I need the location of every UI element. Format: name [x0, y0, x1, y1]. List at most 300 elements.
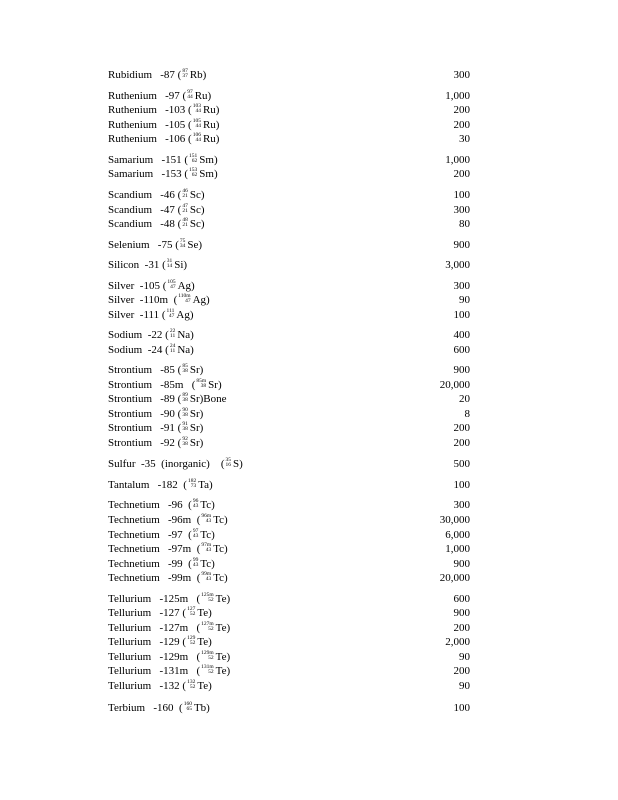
isotope-name: Tellurium -125m ( [108, 593, 201, 605]
mass-number: 92 [182, 435, 188, 442]
table-row [108, 363, 470, 377]
table-row [108, 478, 470, 492]
mass-number: 129m [201, 649, 214, 656]
element-symbol: Se) [187, 239, 203, 251]
mass-number: 75 [179, 237, 186, 244]
table-row [108, 571, 470, 585]
nuclide-notation [196, 379, 206, 390]
atomic-number: 34 [179, 243, 186, 250]
table-row [108, 679, 470, 693]
mass-number: 22 [169, 327, 176, 334]
isotope-name: Silver -105 ( [108, 280, 167, 292]
limit-value: 1,000 [445, 90, 470, 102]
element-symbol: Tb) [193, 702, 210, 714]
nuclide-notation [182, 422, 188, 433]
atomic-number: 43 [192, 533, 199, 540]
isotope-label [108, 457, 243, 471]
mass-number: 127 [187, 605, 196, 612]
table-row [108, 89, 470, 103]
mass-number: 87 [182, 67, 188, 74]
atomic-number: 44 [195, 108, 201, 115]
element-symbol: Si) [174, 259, 188, 271]
isotope-name: Ruthenium -105 ( [108, 119, 192, 131]
element-symbol: Ag) [177, 280, 195, 292]
mass-number: 89 [182, 391, 188, 398]
limit-value: 8 [464, 408, 470, 420]
mass-number: 85 [182, 362, 188, 369]
isotope-label [108, 89, 211, 103]
isotope-label [108, 664, 230, 678]
isotope-label [108, 436, 203, 450]
element-symbol: Ta) [198, 479, 213, 491]
limit-value: 900 [453, 558, 470, 570]
table-row [108, 279, 470, 293]
isotope-label [108, 103, 219, 117]
element-symbol: Tc) [200, 529, 215, 541]
isotope-name: Tellurium -131m ( [108, 665, 201, 677]
nuclide-notation [182, 204, 188, 215]
mass-number: 151 [189, 152, 198, 159]
element-symbol: Te) [197, 636, 212, 648]
isotope-label [108, 378, 222, 392]
isotope-name: Scandium -47 ( [108, 204, 182, 216]
isotope-name: Strontium -89 ( [108, 393, 182, 405]
table-row [108, 343, 470, 357]
nuclide-notation [201, 543, 211, 554]
element-symbol: Ru) [202, 119, 220, 131]
atomic-number: 47 [170, 284, 176, 291]
isotope-name: Strontium -90 ( [108, 408, 182, 420]
nuclide-notation [188, 479, 196, 490]
table-row [108, 407, 470, 421]
atomic-number: 44 [195, 123, 201, 130]
mass-number: 160 [183, 700, 192, 707]
limit-value: 200 [453, 104, 470, 116]
isotope-label [108, 363, 203, 377]
nuclide-notation [182, 408, 188, 419]
mass-number: 48 [182, 216, 188, 223]
mass-number: 105 [192, 117, 201, 124]
mass-number: 182 [187, 477, 197, 484]
limit-value: 6,000 [445, 529, 470, 541]
element-symbol: Sm) [199, 168, 218, 180]
table-row [108, 153, 470, 167]
atomic-number: 38 [182, 397, 188, 404]
mass-number: 127m [201, 620, 214, 627]
limit-value: 200 [453, 437, 470, 449]
isotope-label [108, 606, 212, 620]
nuclide-notation [187, 636, 195, 647]
atomic-number: 37 [182, 73, 188, 80]
isotope-name: Technetium -96 ( [108, 499, 192, 511]
atomic-number: 38 [182, 412, 188, 419]
isotope-name: Scandium -48 ( [108, 218, 182, 230]
mass-number: 111 [166, 307, 175, 314]
isotope-label [108, 528, 215, 542]
nuclide-notation [189, 168, 197, 179]
isotope-label [108, 217, 205, 231]
table-row [108, 392, 470, 406]
table-row [108, 635, 470, 649]
table-row [108, 542, 470, 556]
nuclide-notation [170, 344, 176, 355]
nuclide-notation [167, 280, 175, 291]
nuclide-notation [182, 218, 188, 229]
table-row [108, 457, 470, 471]
limit-value: 900 [453, 239, 470, 251]
element-symbol: Rb) [189, 69, 207, 81]
nuclide-notation [193, 104, 201, 115]
mass-number: 131m [201, 663, 214, 670]
isotope-name: Tellurium -127m ( [108, 622, 201, 634]
limit-value: 20 [459, 393, 470, 405]
isotope-name: Rubidium -87 ( [108, 69, 182, 81]
table-row [108, 621, 470, 635]
isotope-name: Silicon -31 ( [108, 259, 166, 271]
table-row [108, 203, 470, 217]
table-row [108, 293, 470, 307]
isotope-name: Tellurium -132 ( [108, 680, 187, 692]
isotope-label [108, 188, 205, 202]
limit-value: 100 [453, 479, 470, 491]
isotope-name: Samarium -153 ( [108, 168, 189, 180]
atomic-number: 62 [191, 158, 198, 165]
isotope-label [108, 308, 194, 322]
element-symbol: Ru) [202, 104, 220, 116]
table-row [108, 436, 470, 450]
isotope-name: Terbium -160 ( [108, 702, 183, 714]
nuclide-notation [193, 499, 199, 510]
limit-value: 600 [453, 593, 470, 605]
isotope-name: Technetium -97m ( [108, 543, 201, 555]
nuclide-notation [167, 259, 173, 270]
isotope-label [108, 679, 212, 693]
isotope-label [108, 238, 202, 252]
limit-value: 1,000 [445, 543, 470, 555]
isotope-name: Technetium -99m ( [108, 572, 201, 584]
limit-value: 30 [459, 133, 470, 145]
element-symbol: Tc) [213, 543, 228, 555]
limit-value: 300 [453, 280, 470, 292]
element-symbol: Na) [177, 344, 194, 356]
limit-value: 100 [453, 189, 470, 201]
mass-number: 110m [178, 292, 191, 299]
isotope-label [108, 203, 205, 217]
limit-value: 900 [453, 364, 470, 376]
atomic-number: 52 [208, 655, 214, 662]
table-row [108, 132, 470, 146]
isotope-label [108, 650, 230, 664]
mass-number: 105 [167, 278, 176, 285]
limit-value: 100 [453, 309, 470, 321]
isotope-label [108, 132, 219, 146]
nuclide-notation [187, 680, 195, 691]
table-row [108, 606, 470, 620]
element-symbol: Sc) [189, 218, 205, 230]
table-row [108, 528, 470, 542]
nuclide-notation [182, 393, 188, 404]
nuclide-notation [184, 702, 192, 713]
isotope-label [108, 621, 230, 635]
element-symbol: Sr) [189, 364, 204, 376]
nuclide-notation [193, 119, 201, 130]
nuclide-notation [189, 154, 197, 165]
table-row [108, 188, 470, 202]
atomic-number: 43 [205, 576, 212, 583]
limit-value: 20,000 [439, 379, 470, 391]
element-symbol: Ag) [192, 294, 210, 306]
isotope-name: Strontium -85 ( [108, 364, 182, 376]
limit-value: 200 [453, 622, 470, 634]
mass-number: 129 [187, 634, 196, 641]
atomic-number: 38 [182, 368, 188, 375]
mass-number: 106 [192, 131, 201, 138]
mass-number: 97 [187, 88, 193, 95]
atomic-number: 43 [205, 518, 212, 525]
isotope-name: Ruthenium -103 ( [108, 104, 192, 116]
isotope-label [108, 328, 194, 342]
isotope-label [108, 635, 212, 649]
isotope-name: Strontium -92 ( [108, 437, 182, 449]
mass-number: 99m [201, 570, 212, 577]
limit-value: 2,000 [445, 636, 470, 648]
limit-value: 400 [453, 329, 470, 341]
element-symbol: Ag) [176, 309, 194, 321]
isotope-label [108, 513, 228, 527]
atomic-number: 65 [186, 706, 192, 713]
table-row [108, 664, 470, 678]
element-symbol: Sr) [189, 437, 204, 449]
nuclide-notation [167, 309, 175, 320]
mass-number: 46 [182, 187, 188, 194]
atomic-number: 44 [195, 137, 201, 144]
atomic-number: 43 [205, 547, 212, 554]
nuclide-notation [182, 69, 188, 80]
element-symbol: Tc) [200, 558, 215, 570]
table-row [108, 421, 470, 435]
limit-value: 90 [459, 294, 470, 306]
limit-value: 1,000 [445, 154, 470, 166]
mass-number: 96 [192, 497, 199, 504]
element-symbol: S) [233, 458, 243, 470]
isotope-label [108, 258, 187, 272]
atomic-number: 47 [168, 313, 175, 320]
atomic-number: 44 [187, 94, 193, 101]
atomic-number: 43 [192, 503, 199, 510]
limit-value: 200 [453, 665, 470, 677]
nuclide-notation [187, 90, 193, 101]
element-symbol: Sr) [208, 379, 222, 391]
nuclide-notation [201, 665, 214, 676]
table-row [108, 118, 470, 132]
table-row [108, 592, 470, 606]
limit-value: 300 [453, 499, 470, 511]
mass-number: 90 [182, 406, 188, 413]
table-row [108, 513, 470, 527]
isotope-name: Technetium -99 ( [108, 558, 192, 570]
atomic-number: 11 [170, 348, 176, 355]
mass-number: 91 [182, 420, 188, 427]
atomic-number: 52 [189, 684, 196, 691]
isotope-name: Strontium -85m ( [108, 379, 196, 391]
isotope-label [108, 557, 215, 571]
isotope-name: Tantalum -182 ( [108, 479, 187, 491]
nuclide-notation [193, 529, 199, 540]
mass-number: 35 [225, 456, 231, 463]
isotope-name: Tellurium -129m ( [108, 651, 201, 663]
isotope-name: Technetium -96m ( [108, 514, 201, 526]
atomic-number: 21 [182, 222, 188, 229]
isotope-name: Silver -110m ( [108, 294, 178, 306]
isotope-name: Strontium -91 ( [108, 422, 182, 434]
nuclide-notation [193, 133, 201, 144]
isotope-label [108, 421, 203, 435]
mass-number: 97 [192, 527, 199, 534]
mass-number: 96m [201, 512, 212, 519]
table-row [108, 103, 470, 117]
atomic-number: 52 [208, 626, 214, 633]
nuclide-notation [201, 593, 214, 604]
isotope-name: Sodium -22 ( [108, 329, 169, 341]
isotope-name: Sulfur -35 (inorganic) ( [108, 458, 225, 470]
limit-value: 200 [453, 168, 470, 180]
isotope-label [108, 118, 219, 132]
atomic-number: 16 [225, 462, 231, 469]
limit-value: 200 [453, 119, 470, 131]
atomic-number: 73 [190, 483, 197, 490]
isotope-label [108, 68, 206, 82]
element-symbol: Sr) [189, 422, 204, 434]
isotope-label [108, 571, 228, 585]
isotope-label [108, 279, 195, 293]
mass-number: 24 [169, 342, 176, 349]
atomic-number: 11 [170, 333, 176, 340]
isotope-name: Technetium -97 ( [108, 529, 192, 541]
table-row [108, 167, 470, 181]
limit-value: 300 [453, 69, 470, 81]
nuclide-notation [180, 239, 186, 250]
nuclide-notation [226, 458, 232, 469]
mass-number: 153 [189, 166, 198, 173]
isotope-name: Scandium -46 ( [108, 189, 182, 201]
atomic-number: 52 [208, 669, 214, 676]
atomic-number: 62 [191, 172, 198, 179]
table-row [108, 378, 470, 392]
element-symbol: Sr)Bone [189, 393, 227, 405]
nuclide-notation [182, 364, 188, 375]
mass-number: 31 [166, 257, 173, 264]
atomic-number: 14 [166, 263, 173, 270]
isotope-label [108, 343, 194, 357]
nuclide-notation [182, 189, 188, 200]
table-row [108, 328, 470, 342]
atomic-number: 47 [185, 298, 191, 305]
limit-value: 200 [453, 422, 470, 434]
table-row [108, 258, 470, 272]
isotope-label [108, 153, 218, 167]
nuclide-notation [170, 329, 176, 340]
element-symbol: Te) [215, 651, 231, 663]
limit-value: 3,000 [445, 259, 470, 271]
nuclide-notation [178, 294, 190, 305]
nuclide-notation [193, 558, 199, 569]
isotope-label [108, 498, 215, 512]
atomic-number: 38 [200, 383, 207, 390]
element-symbol: Te) [215, 622, 231, 634]
table-row [108, 498, 470, 512]
table-row [108, 238, 470, 252]
isotope-name: Tellurium -129 ( [108, 636, 187, 648]
atomic-number: 38 [182, 426, 188, 433]
element-symbol: Tc) [213, 514, 228, 526]
table-row [108, 217, 470, 231]
element-symbol: Sr) [189, 408, 204, 420]
table-row [108, 308, 470, 322]
atomic-number: 21 [182, 208, 188, 215]
limit-value: 600 [453, 344, 470, 356]
isotope-name: Tellurium -127 ( [108, 607, 187, 619]
limit-value: 300 [453, 204, 470, 216]
limit-value: 90 [459, 680, 470, 692]
element-symbol: Sc) [189, 189, 205, 201]
nuclide-notation [201, 572, 211, 583]
limit-value: 900 [453, 607, 470, 619]
isotope-label [108, 392, 227, 406]
nuclide-notation [201, 651, 214, 662]
atomic-number: 21 [182, 193, 188, 200]
table-row [108, 701, 470, 715]
table-row [108, 557, 470, 571]
isotope-name: Samarium -151 ( [108, 154, 189, 166]
atomic-number: 43 [192, 562, 199, 569]
limit-value: 30,000 [439, 514, 470, 526]
isotope-label [108, 167, 218, 181]
limit-value: 90 [459, 651, 470, 663]
isotope-name: Silver -111 ( [108, 309, 166, 321]
mass-number: 132 [187, 678, 196, 685]
element-symbol: Te) [215, 593, 231, 605]
mass-number: 85m [196, 377, 207, 384]
isotope-name: Selenium -75 ( [108, 239, 179, 251]
isotope-label [108, 592, 230, 606]
isotope-label [108, 542, 228, 556]
isotope-label [108, 478, 213, 492]
isotope-name: Ruthenium -97 ( [108, 90, 187, 102]
limit-value: 500 [453, 458, 470, 470]
table-row [108, 68, 470, 82]
atomic-number: 52 [189, 611, 196, 618]
nuclide-notation [201, 514, 211, 525]
element-symbol: Tc) [213, 572, 228, 584]
mass-number: 97m [201, 541, 212, 548]
element-symbol: Te) [197, 680, 212, 692]
isotope-name: Ruthenium -106 ( [108, 133, 192, 145]
limit-value: 20,000 [439, 572, 470, 584]
mass-number: 103 [192, 102, 201, 109]
element-symbol: Ru) [194, 90, 212, 102]
element-symbol: Tc) [200, 499, 215, 511]
mass-number: 125m [201, 591, 214, 598]
element-symbol: Ru) [202, 133, 220, 145]
mass-number: 47 [182, 202, 188, 209]
limit-value: 80 [459, 218, 470, 230]
isotope-label [108, 293, 210, 307]
isotope-name: Sodium -24 ( [108, 344, 169, 356]
nuclide-notation [201, 622, 214, 633]
atomic-number: 38 [182, 441, 188, 448]
nuclide-notation [182, 437, 188, 448]
element-symbol: Te) [197, 607, 212, 619]
